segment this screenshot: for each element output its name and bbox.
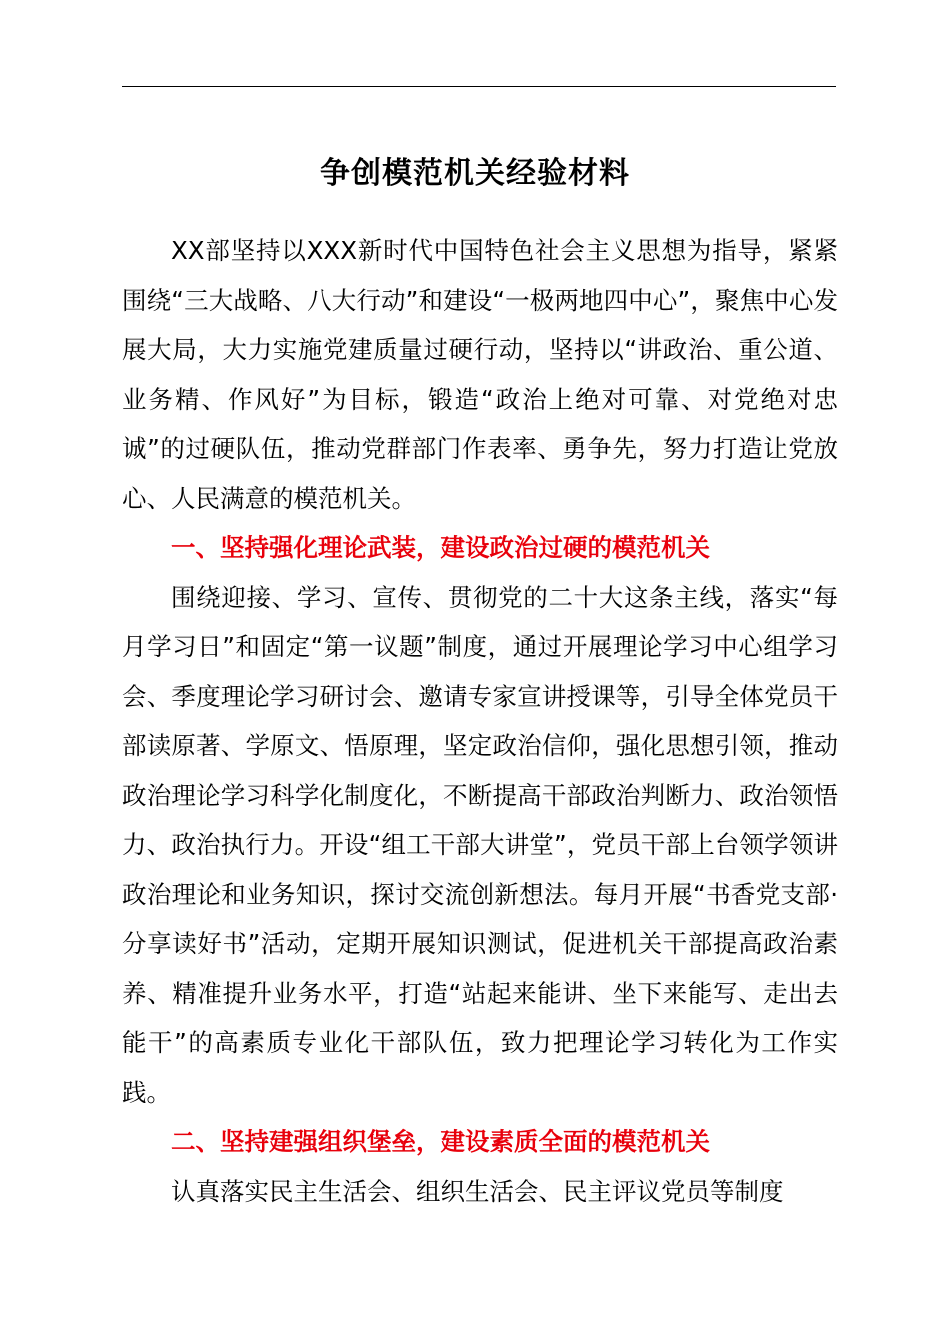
intro-paragraph: XX部坚持以XXX新时代中国特色社会主义思想为指导，紧紧围绕“三大战略、八大行动”和建设“一极两地四中心”，聚焦中心发展大局，大力实施党建质量过硬行动，坚持以“讲政治、重公道、业务精、作风好”为目标，锻造“政治上绝对可靠、对党绝对忠诚”的过硬队伍，推动党群部门作表率、勇争先，努力打造让党放心、人民满意的模范机关。 — [122, 236, 838, 513]
header-rule — [122, 86, 836, 87]
section-paragraph-2: 认真落实民主生活会、组织生活会、民主评议党员等制度 — [171, 1176, 784, 1206]
section-heading-2: 二、坚持建强组织堡垒，建设素质全面的模范机关 — [171, 1127, 710, 1156]
section-paragraph-1: 围绕迎接、学习、宣传、贯彻党的二十大这条主线，落实“每月学习日”和固定“第一议题”制度，通过开展理论学习中心组学习会、季度理论学习研讨会、邀请专家宣讲授课等，引导全体党员干部读原著、学原文、悟原理，坚定政治信仰，强化思想引领，推动政治理论学习科学化制度化，不断提高干部政治判断力、政治领悟力、政治执行力。开设“组工干部大讲堂”，党员干部上台领学领讲政治理论和业务知识，探讨交流创新想法。每月开展“书香党支部·分享读好书”活动，定期开展知识测试，促进机关干部提高政治素养、精准提升业务水平，打造“站起来能讲、坐下来能写、走出去能干”的高素质专业化干部队伍，致力把理论学习转化为工作实践。 — [122, 582, 838, 1107]
section-heading-1: 一、坚持强化理论武装，建设政治过硬的模范机关 — [171, 533, 710, 562]
document-body — [122, 226, 838, 1216]
document-title: 争创模范机关经验材料 — [320, 156, 630, 191]
